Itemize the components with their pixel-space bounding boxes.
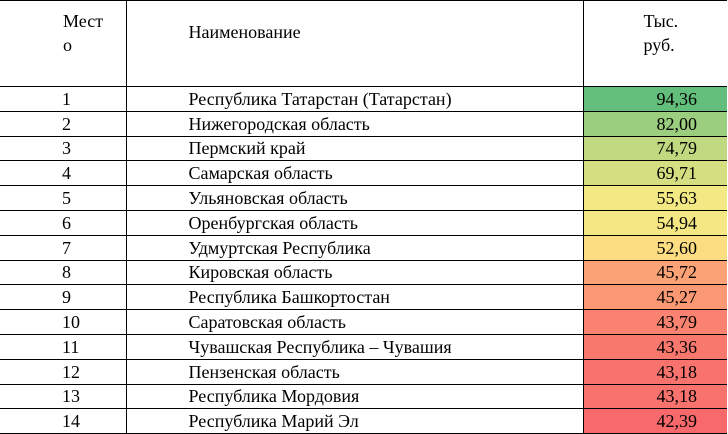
header-rank-line2: о (63, 35, 72, 55)
rank-cell: 7 (0, 235, 126, 260)
region-name-cell: Саратовская область (126, 310, 583, 335)
rank-cell: 5 (0, 186, 126, 211)
table-row (0, 359, 727, 384)
value-cell: 69,71 (583, 161, 727, 186)
header-rank (0, 1, 126, 87)
table-row (0, 384, 727, 409)
value-cell: 52,60 (583, 235, 727, 260)
table-row (0, 136, 727, 161)
region-name-cell: Удмуртская Республика (126, 235, 583, 260)
rank-cell: 11 (0, 334, 126, 359)
header-value-line2: руб. (643, 35, 675, 55)
value-cell: 43,18 (583, 359, 727, 384)
region-name-cell: Пермский край (126, 136, 583, 161)
value-cell: 55,63 (583, 186, 727, 211)
value-cell: 74,79 (583, 136, 727, 161)
value-cell: 42,39 (583, 409, 727, 434)
rank-cell: 14 (0, 409, 126, 434)
header-rank-line1: Мест (63, 11, 104, 31)
value-cell: 43,18 (583, 384, 727, 409)
rank-cell: 8 (0, 260, 126, 285)
rank-cell: 4 (0, 161, 126, 186)
value-cell: 45,27 (583, 285, 727, 310)
rank-cell: 2 (0, 111, 126, 136)
region-name-cell: Пензенская область (126, 359, 583, 384)
header-name: Наименование (126, 1, 583, 87)
rank-cell: 6 (0, 210, 126, 235)
table-row (0, 285, 727, 310)
table-row (0, 161, 727, 186)
rank-cell: 1 (0, 87, 126, 112)
table-row (0, 210, 727, 235)
region-name-cell: Республика Башкортостан (126, 285, 583, 310)
region-name-cell: Чувашская Республика – Чувашия (126, 334, 583, 359)
table-row (0, 87, 727, 112)
rank-cell: 12 (0, 359, 126, 384)
table-body (0, 87, 727, 434)
region-name-cell: Республика Мордовия (126, 384, 583, 409)
table-header (0, 1, 727, 87)
rank-cell: 10 (0, 310, 126, 335)
region-name-cell: Кировская область (126, 260, 583, 285)
value-cell: 94,36 (583, 87, 727, 112)
table-row (0, 334, 727, 359)
value-cell: 43,79 (583, 310, 727, 335)
region-name-cell: Ульяновская область (126, 186, 583, 211)
value-cell: 45,72 (583, 260, 727, 285)
table-row (0, 111, 727, 136)
region-name-cell: Республика Марий Эл (126, 409, 583, 434)
value-cell: 43,36 (583, 334, 727, 359)
header-row (0, 1, 727, 87)
table-row (0, 260, 727, 285)
table-row (0, 186, 727, 211)
region-name-cell: Республика Татарстан (Татарстан) (126, 87, 583, 112)
header-value (583, 1, 727, 87)
value-cell: 54,94 (583, 210, 727, 235)
table-row (0, 235, 727, 260)
header-value-line1: Тыс. (643, 11, 679, 31)
table-row (0, 409, 727, 434)
value-cell: 82,00 (583, 111, 727, 136)
region-name-cell: Нижегородская область (126, 111, 583, 136)
table-row (0, 310, 727, 335)
region-name-cell: Самарская область (126, 161, 583, 186)
rank-cell: 9 (0, 285, 126, 310)
rank-cell: 13 (0, 384, 126, 409)
rank-cell: 3 (0, 136, 126, 161)
region-name-cell: Оренбургская область (126, 210, 583, 235)
